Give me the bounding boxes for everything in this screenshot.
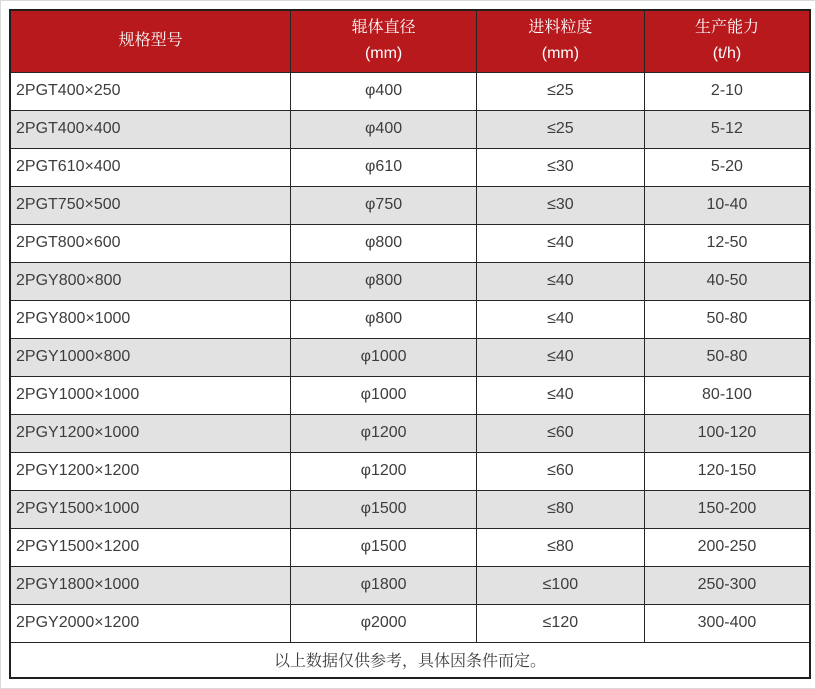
cell-feed-size: ≤30 [476, 186, 644, 224]
cell-capacity: 5-20 [644, 148, 810, 186]
cell-roller-diameter: φ1000 [291, 338, 477, 376]
table-row [10, 110, 810, 148]
table-row [10, 452, 810, 490]
column-header-feed-size-unit: (mm) [541, 45, 580, 63]
cell-model: 2PGT800×600 [10, 224, 291, 262]
cell-model: 2PGY2000×1200 [10, 604, 291, 642]
cell-roller-diameter: φ1200 [291, 414, 477, 452]
cell-model: 2PGY1500×1000 [10, 490, 291, 528]
cell-model: 2PGT750×500 [10, 186, 291, 224]
table-row [10, 224, 810, 262]
cell-feed-size: ≤120 [476, 604, 644, 642]
table-row [10, 376, 810, 414]
cell-roller-diameter: φ610 [291, 148, 477, 186]
cell-roller-diameter: φ800 [291, 300, 477, 338]
cell-feed-size: ≤60 [476, 414, 644, 452]
table-row [10, 148, 810, 186]
table-row [10, 604, 810, 642]
footer-row [10, 642, 810, 678]
cell-roller-diameter: φ1800 [291, 566, 477, 604]
cell-roller-diameter: φ1500 [291, 490, 477, 528]
table-body [10, 72, 810, 642]
cell-model: 2PGY1800×1000 [10, 566, 291, 604]
column-header-capacity-unit: (t/h) [712, 45, 742, 63]
cell-model: 2PGY1000×1000 [10, 376, 291, 414]
cell-capacity: 50-80 [644, 300, 810, 338]
column-header-model-title: 规格型号 [118, 32, 183, 50]
column-header-feed-size-title: 进料粒度 [528, 19, 593, 37]
cell-feed-size: ≤40 [476, 224, 644, 262]
cell-roller-diameter: φ1500 [291, 528, 477, 566]
cell-model: 2PGY1200×1200 [10, 452, 291, 490]
cell-feed-size: ≤80 [476, 528, 644, 566]
table-footer [10, 642, 810, 678]
table-row [10, 528, 810, 566]
table-row [10, 490, 810, 528]
table-row [10, 300, 810, 338]
cell-roller-diameter: φ1200 [291, 452, 477, 490]
cell-feed-size: ≤40 [476, 300, 644, 338]
cell-capacity: 5-12 [644, 110, 810, 148]
cell-feed-size: ≤40 [476, 338, 644, 376]
column-header-roller-diameter-title: 辊体直径 [351, 19, 416, 37]
header-row [10, 10, 810, 72]
cell-model: 2PGT610×400 [10, 148, 291, 186]
spec-table [9, 9, 811, 679]
cell-roller-diameter: φ400 [291, 110, 477, 148]
table-row [10, 566, 810, 604]
table-row [10, 414, 810, 452]
cell-model: 2PGY1000×800 [10, 338, 291, 376]
cell-capacity: 80-100 [644, 376, 810, 414]
cell-feed-size: ≤40 [476, 376, 644, 414]
cell-capacity: 50-80 [644, 338, 810, 376]
cell-feed-size: ≤40 [476, 262, 644, 300]
cell-feed-size: ≤80 [476, 490, 644, 528]
cell-feed-size: ≤100 [476, 566, 644, 604]
column-header-model [10, 10, 291, 72]
column-header-roller-diameter [291, 10, 477, 72]
cell-roller-diameter: φ800 [291, 262, 477, 300]
cell-capacity: 150-200 [644, 490, 810, 528]
table-header [10, 10, 810, 72]
cell-roller-diameter: φ400 [291, 72, 477, 110]
column-header-capacity [644, 10, 810, 72]
cell-capacity: 2-10 [644, 72, 810, 110]
cell-capacity: 100-120 [644, 414, 810, 452]
cell-roller-diameter: φ1000 [291, 376, 477, 414]
cell-feed-size: ≤25 [476, 110, 644, 148]
column-header-roller-diameter-unit: (mm) [364, 45, 403, 63]
footer-note: 以上数据仅供参考，具体因条件而定。 [10, 642, 810, 678]
cell-model: 2PGY800×1000 [10, 300, 291, 338]
cell-model: 2PGY1200×1000 [10, 414, 291, 452]
column-header-capacity-title: 生产能力 [694, 19, 759, 37]
cell-capacity: 120-150 [644, 452, 810, 490]
cell-model: 2PGT400×250 [10, 72, 291, 110]
table-row [10, 72, 810, 110]
column-header-feed-size [476, 10, 644, 72]
cell-model: 2PGY1500×1200 [10, 528, 291, 566]
cell-capacity: 12-50 [644, 224, 810, 262]
cell-capacity: 10-40 [644, 186, 810, 224]
cell-feed-size: ≤60 [476, 452, 644, 490]
cell-feed-size: ≤30 [476, 148, 644, 186]
cell-capacity: 40-50 [644, 262, 810, 300]
cell-roller-diameter: φ800 [291, 224, 477, 262]
table-row [10, 186, 810, 224]
table-row [10, 338, 810, 376]
cell-roller-diameter: φ2000 [291, 604, 477, 642]
cell-model: 2PGT400×400 [10, 110, 291, 148]
cell-capacity: 250-300 [644, 566, 810, 604]
cell-capacity: 200-250 [644, 528, 810, 566]
cell-roller-diameter: φ750 [291, 186, 477, 224]
cell-model: 2PGY800×800 [10, 262, 291, 300]
table-row [10, 262, 810, 300]
cell-capacity: 300-400 [644, 604, 810, 642]
cell-feed-size: ≤25 [476, 72, 644, 110]
